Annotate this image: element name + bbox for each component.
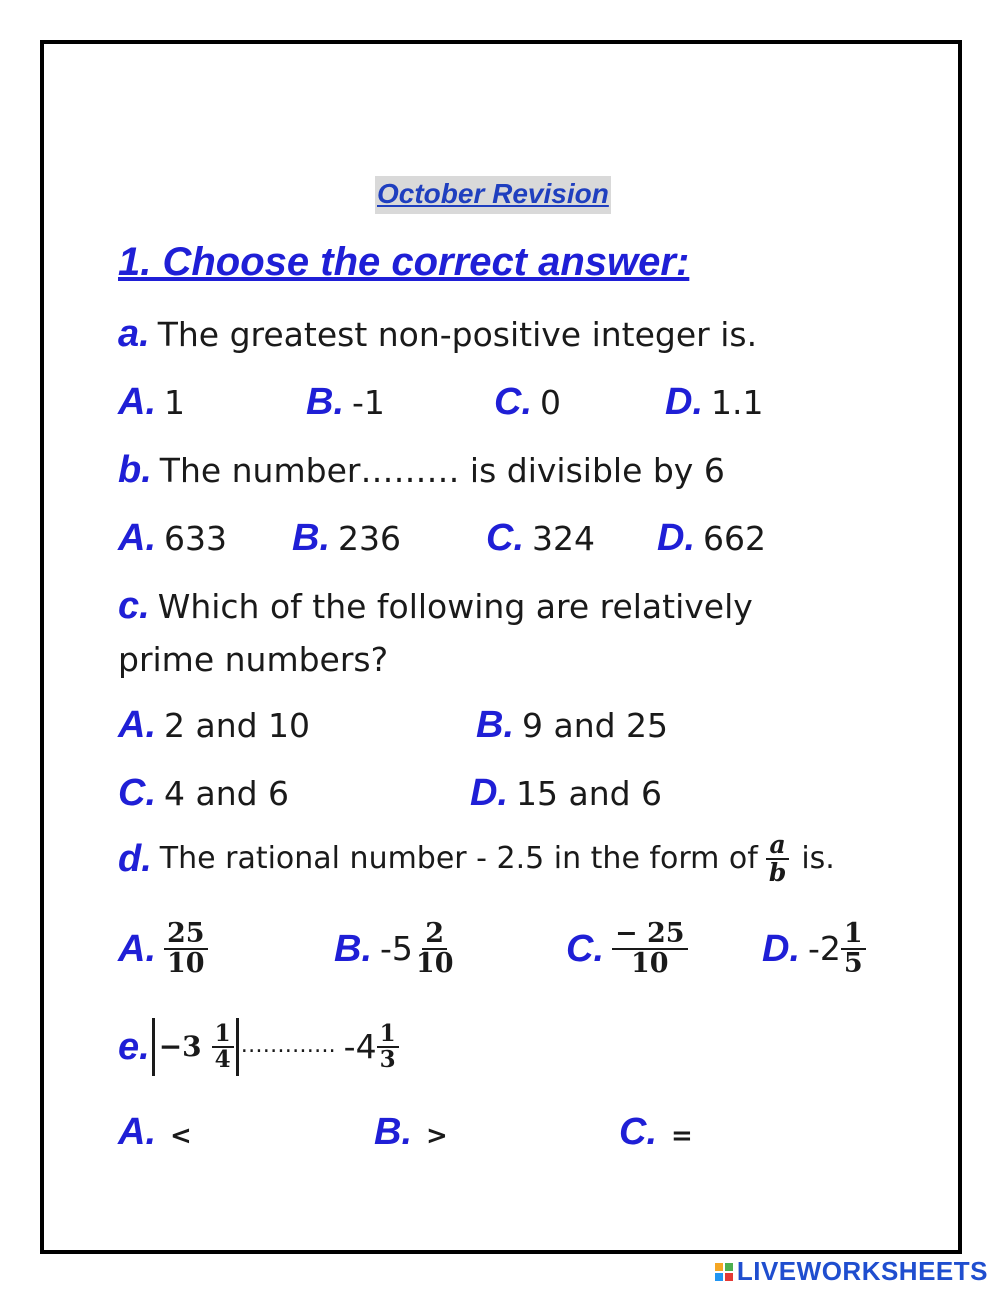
option-fraction bbox=[413, 920, 457, 979]
option-d-A[interactable] bbox=[118, 920, 208, 979]
option-value: 324 bbox=[532, 519, 595, 558]
option-c-C[interactable] bbox=[118, 773, 289, 814]
option-a-A[interactable] bbox=[118, 382, 185, 423]
question-text-end: is. bbox=[801, 841, 835, 877]
option-value: 15 and 6 bbox=[516, 774, 663, 813]
option-b-C[interactable] bbox=[486, 518, 595, 559]
abs-whole: −3 bbox=[158, 1030, 202, 1063]
option-label: D. bbox=[470, 772, 508, 814]
question-e bbox=[118, 1018, 399, 1076]
option-label: A. bbox=[118, 928, 156, 971]
option-d-C[interactable] bbox=[566, 920, 688, 979]
option-a-B[interactable] bbox=[306, 382, 385, 423]
option-b-D[interactable] bbox=[657, 518, 766, 559]
fraction-numerator: 1 bbox=[212, 1022, 234, 1048]
answer-blank[interactable]: …………. bbox=[240, 1033, 336, 1058]
option-label: A. bbox=[118, 704, 156, 746]
option-value: 662 bbox=[703, 519, 766, 558]
option-label: D. bbox=[762, 928, 800, 971]
option-label: C. bbox=[118, 772, 156, 814]
option-value: = bbox=[671, 1121, 693, 1151]
option-label: B. bbox=[476, 704, 514, 746]
rhs-whole: -4 bbox=[343, 1027, 377, 1066]
option-value: 633 bbox=[164, 519, 227, 558]
liveworksheets-logo bbox=[715, 1256, 988, 1287]
question-text-line1: Which of the following are relatively bbox=[157, 587, 753, 626]
question-c-line2 bbox=[118, 640, 388, 680]
question-text: The rational number - 2.5 in the form of bbox=[159, 841, 758, 877]
option-e-B[interactable] bbox=[374, 1112, 448, 1156]
rhs-fraction bbox=[377, 1019, 399, 1073]
option-value: < bbox=[170, 1121, 192, 1151]
option-value: 9 and 25 bbox=[522, 706, 669, 745]
option-c-A[interactable] bbox=[118, 705, 310, 746]
option-d-D[interactable] bbox=[762, 920, 866, 979]
option-value: 1 bbox=[164, 383, 185, 422]
option-c-D[interactable] bbox=[470, 773, 662, 814]
fraction-denominator: b bbox=[768, 858, 787, 888]
option-label: B. bbox=[292, 517, 330, 559]
option-value: 0 bbox=[540, 383, 561, 422]
option-value: 236 bbox=[338, 519, 401, 558]
question-label: c. bbox=[118, 585, 150, 627]
option-b-B[interactable] bbox=[292, 518, 401, 559]
fraction-denominator: 5 bbox=[843, 948, 863, 980]
fraction-a-over-b bbox=[766, 832, 789, 887]
logo-text: LIVEWORKSHEETS bbox=[736, 1256, 988, 1286]
option-label: B. bbox=[334, 928, 372, 971]
option-fraction bbox=[841, 920, 866, 979]
option-label: D. bbox=[665, 381, 703, 423]
option-c-B[interactable] bbox=[476, 705, 668, 746]
option-d-B[interactable] bbox=[334, 920, 456, 979]
option-label: D. bbox=[657, 517, 695, 559]
question-a bbox=[118, 314, 757, 355]
option-label: C. bbox=[566, 928, 604, 971]
option-b-A[interactable] bbox=[118, 518, 227, 559]
option-label: A. bbox=[118, 1111, 156, 1153]
option-e-A[interactable] bbox=[118, 1112, 192, 1156]
option-value: 4 and 6 bbox=[164, 774, 290, 813]
fraction-numerator: 25 bbox=[164, 920, 208, 950]
option-label: C. bbox=[619, 1111, 657, 1153]
option-a-D[interactable] bbox=[665, 382, 763, 423]
fraction-denominator: 10 bbox=[415, 948, 454, 980]
fraction-denominator: 4 bbox=[214, 1046, 231, 1073]
option-whole: -2 bbox=[808, 929, 841, 969]
section-heading: 1. Choose the correct answer: bbox=[118, 240, 690, 284]
fraction-numerator: a bbox=[766, 832, 788, 860]
fraction-numerator: 1 bbox=[841, 920, 866, 950]
option-fraction bbox=[164, 920, 208, 979]
option-value: 2 and 10 bbox=[164, 706, 311, 745]
option-e-C[interactable] bbox=[619, 1112, 693, 1156]
option-whole: -5 bbox=[380, 929, 413, 969]
fraction-denominator: 10 bbox=[167, 948, 205, 980]
fraction-numerator: 1 bbox=[377, 1022, 399, 1048]
absolute-value-bar-right bbox=[236, 1018, 239, 1076]
option-label: B. bbox=[306, 381, 344, 423]
question-text-line2: prime numbers? bbox=[118, 640, 389, 679]
fraction-denominator: 10 bbox=[631, 948, 669, 980]
question-b bbox=[118, 450, 725, 491]
option-label: A. bbox=[118, 381, 156, 423]
option-label: B. bbox=[374, 1111, 412, 1153]
option-fraction bbox=[612, 920, 688, 979]
option-label: A. bbox=[118, 517, 156, 559]
abs-fraction bbox=[212, 1019, 234, 1073]
logo-icon bbox=[715, 1263, 733, 1281]
option-label: C. bbox=[486, 517, 524, 559]
question-d bbox=[118, 832, 835, 887]
fraction-denominator: 3 bbox=[379, 1046, 396, 1073]
question-label: d. bbox=[118, 838, 152, 881]
fraction-numerator: − 25 bbox=[612, 920, 688, 950]
question-label: a. bbox=[118, 313, 150, 355]
question-label: e. bbox=[118, 1026, 150, 1068]
question-c bbox=[118, 586, 753, 627]
worksheet-title: October Revision bbox=[375, 176, 611, 214]
option-value: 1.1 bbox=[711, 383, 764, 422]
absolute-value-bar-left bbox=[152, 1018, 155, 1076]
question-text: The greatest non-positive integer is. bbox=[157, 315, 758, 354]
option-label: C. bbox=[494, 381, 532, 423]
question-label: b. bbox=[118, 449, 152, 491]
option-value: > bbox=[426, 1121, 448, 1151]
option-a-C[interactable] bbox=[494, 382, 561, 423]
fraction-numerator: 2 bbox=[422, 920, 447, 950]
option-value: -1 bbox=[352, 383, 385, 422]
question-text: The number……… is divisible by 6 bbox=[159, 451, 725, 490]
